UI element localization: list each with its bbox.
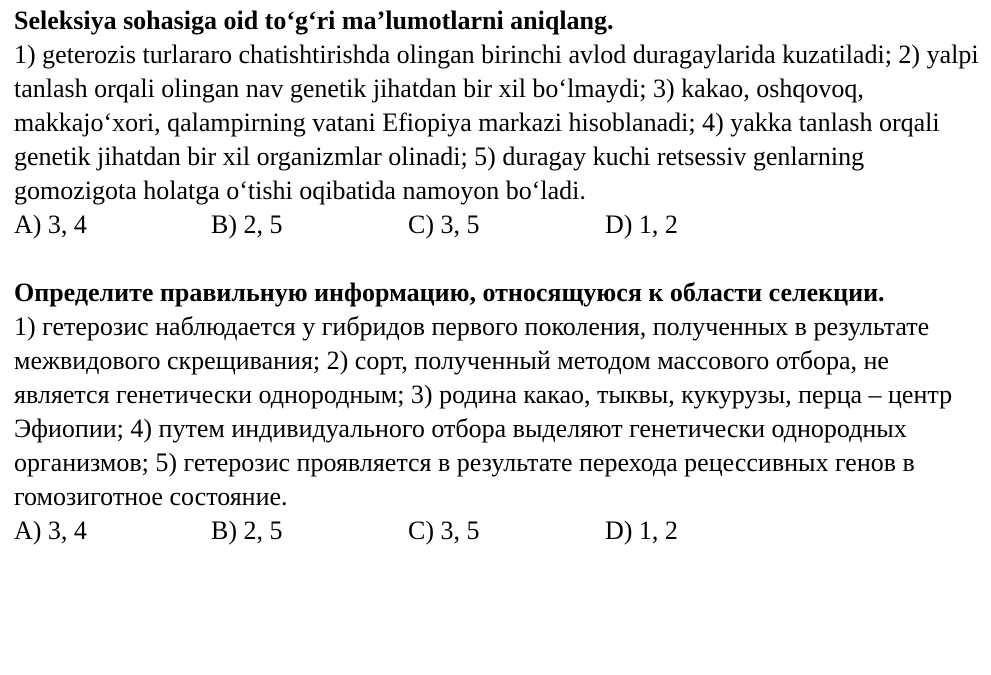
answer-option-a: A) 3, 4 [14, 210, 87, 239]
answer-option-b: B) 2, 5 [211, 210, 283, 239]
question-russian [14, 276, 986, 548]
answer-option-d: D) 1, 2 [605, 210, 678, 239]
question-body: 1) гетерозис наблюдается у гибридов первого поколения, полученных в результате межвидового скрещивания; 2) сорт, полученный методом массового отбора, не является генетически однородным; 3) родина какао, тыквы, кукурузы, перца – центр Эфиопии; 4) путем индивидуального отбора выделяют генетически однородных организмов; 5) гетерозис проявляется в результате перехода рецессивных генов в гомозиготное состояние. [14, 312, 953, 511]
answer-option-c: C) 3, 5 [408, 210, 480, 239]
answer-option-d: D) 1, 2 [605, 516, 678, 545]
answer-options [14, 514, 986, 548]
answer-option-c: C) 3, 5 [408, 516, 480, 545]
question-title: Определите правильную информацию, относящуюся к области селекции. [14, 278, 885, 307]
answer-option-b: B) 2, 5 [211, 516, 283, 545]
document-page [14, 4, 986, 548]
question-body: 1) geterozis turlararo chatishtirishda olingan birinchi avlod duragaylarida kuzatiladi; 2) yalpi tanlash orqali olingan nav genetik jihatdan bir xil bo‘lmaydi; 3) kakao, oshqovoq, makkajo‘xori, qalampirning vatani Efiopiya markazi hisoblanadi; 4) yakka tanlash orqali genetik jihatdan bir xil organizmlar olinadi; 5) duragay kuchi retsessiv genlarning gomozigota holatga o‘tishi oqibatida namoyon bo‘ladi. [14, 40, 979, 205]
answer-options [14, 208, 986, 242]
question-uzbek [14, 4, 986, 242]
question-title: Seleksiya sohasiga oid to‘g‘ri ma’lumotlarni aniqlang. [14, 6, 614, 35]
answer-option-a: A) 3, 4 [14, 516, 87, 545]
